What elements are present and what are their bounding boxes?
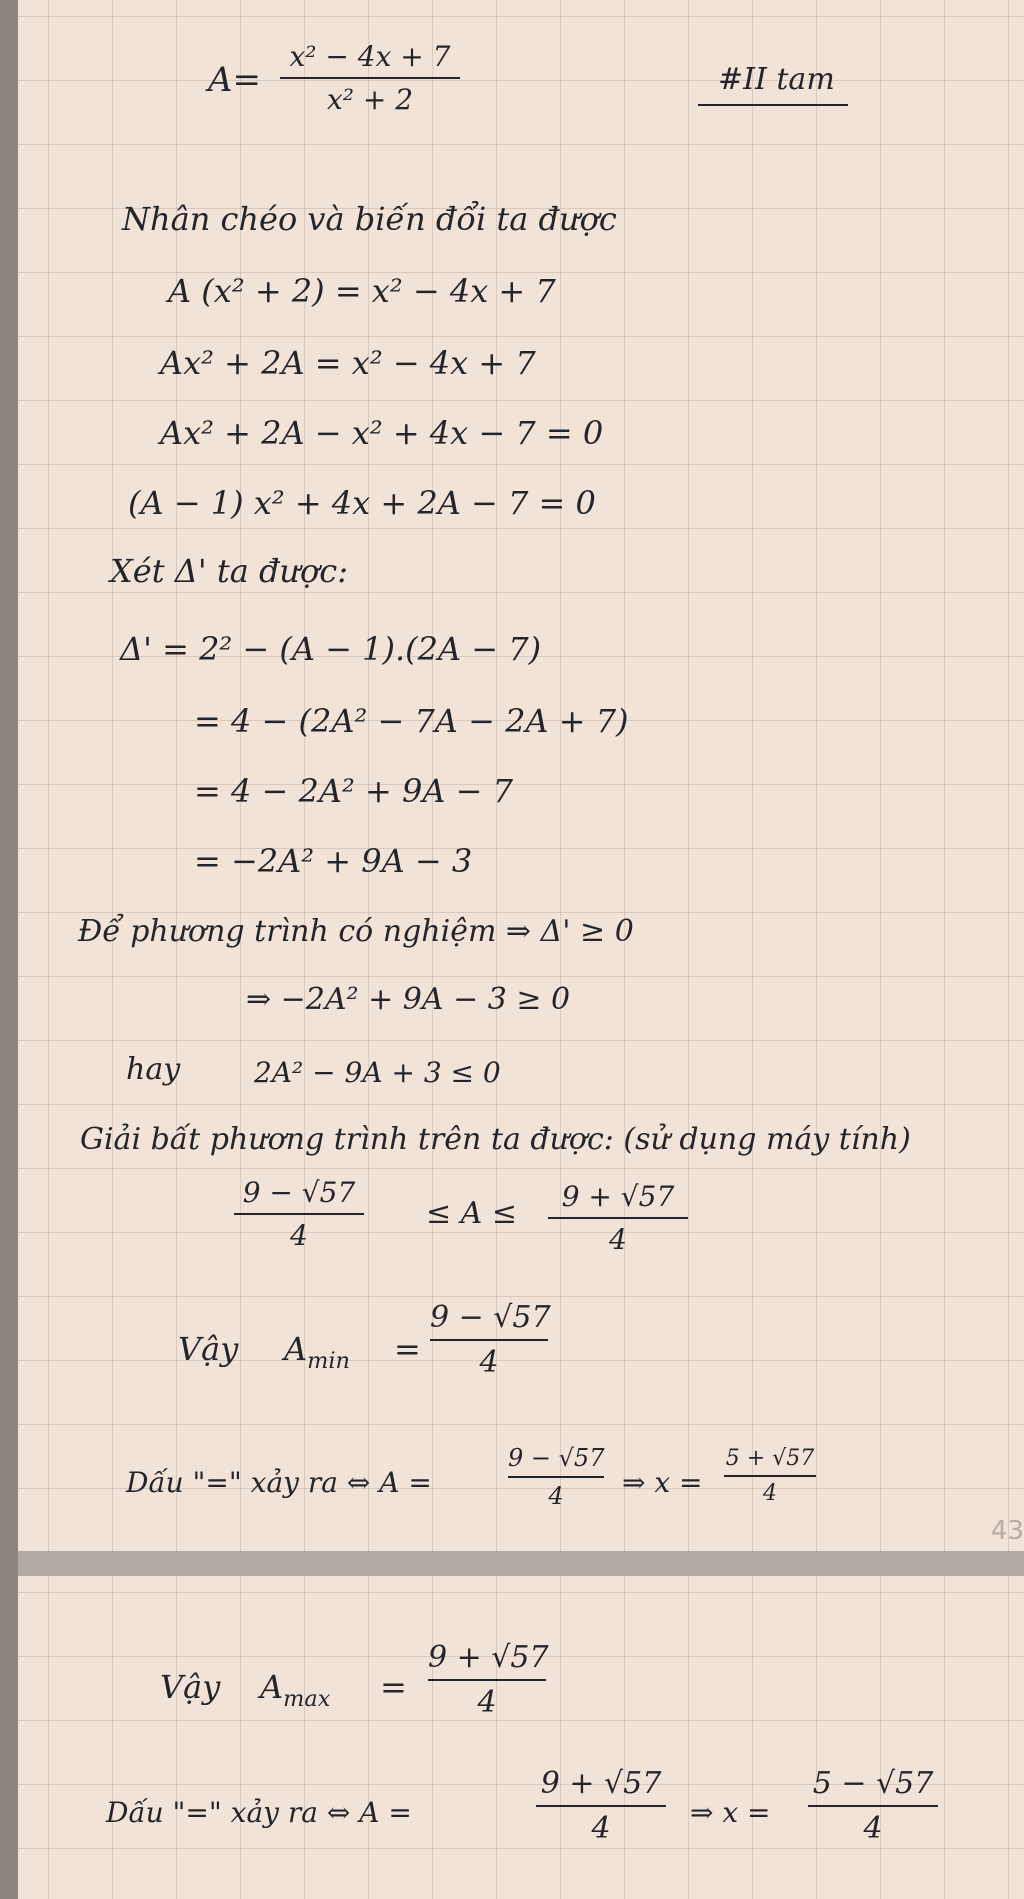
title-underline [698, 104, 848, 106]
amin-letter: A [284, 1330, 308, 1368]
amax-subscript: max [283, 1685, 331, 1712]
delta-line-4: = −2A² + 9A − 3 [194, 842, 473, 880]
fraction-bar [280, 77, 460, 79]
equation-1: A (x² + 2) = x² − 4x + 7 [168, 272, 556, 310]
equality-a-fraction [508, 1444, 604, 1510]
amax-fraction [428, 1640, 549, 1720]
equality-a-numerator: 9 + √57 [540, 1766, 662, 1801]
notebook-page-1 [18, 0, 1024, 1551]
delta-line-1: Δ' = 2² − (A − 1).(2A − 7) [120, 630, 542, 668]
vay-word: Vậy [178, 1330, 239, 1368]
amin-label [284, 1330, 350, 1374]
amax-letter: A [260, 1668, 284, 1706]
equality-a-denominator: 4 [591, 1811, 611, 1846]
ineq-right-fraction [548, 1180, 688, 1256]
ineq-middle: ≤ A ≤ [426, 1196, 518, 1231]
solve-line: Giải bất phương trình trên ta được: (sử dụng máy tính) [80, 1122, 911, 1157]
fraction-bar [234, 1213, 364, 1215]
equation-3: Ax² + 2A − x² + 4x − 7 = 0 [160, 414, 604, 452]
vay-word: Vậy [160, 1668, 221, 1706]
ineq-right-numerator: 9 + √57 [561, 1180, 675, 1213]
intro-line: Nhân chéo và biến đổi ta được [122, 200, 617, 238]
amax-numerator: 9 + √57 [428, 1640, 549, 1675]
fraction-bar [724, 1475, 816, 1477]
ineq-left-fraction [234, 1176, 364, 1252]
amin-equals: = [394, 1330, 421, 1368]
fraction-bar [536, 1805, 666, 1807]
equality-a-fraction [536, 1766, 666, 1846]
amin-fraction [430, 1300, 551, 1380]
amin-numerator: 9 − √57 [430, 1300, 551, 1335]
delta-line-2: = 4 − (2A² − 7A − 2A + 7) [194, 702, 629, 740]
hay-word: hay [126, 1052, 181, 1087]
equality-x-numerator: 5 − √57 [812, 1766, 934, 1801]
fraction-bar [428, 1679, 546, 1681]
amin-denominator: 4 [479, 1345, 499, 1380]
notebook-page-2 [18, 1576, 1024, 1899]
condition-line-2: ⇒ −2A² + 9A − 3 ≥ 0 [246, 982, 571, 1017]
amax-denominator: 4 [477, 1685, 497, 1720]
fraction-bar [430, 1339, 548, 1341]
fraction-bar [548, 1217, 688, 1219]
equality-x-fraction [808, 1766, 938, 1846]
hay-expression: 2A² − 9A + 3 ≤ 0 [254, 1056, 501, 1089]
equality-condition-text: Dấu "=" xảy ra ⇔ A = [106, 1796, 412, 1829]
ineq-left-numerator: 9 − √57 [242, 1176, 356, 1209]
equality-x-denominator: 4 [763, 1481, 777, 1506]
condition-line: Để phương trình có nghiệm ⇒ Δ' ≥ 0 [78, 914, 634, 949]
equality-x-denominator: 4 [863, 1811, 883, 1846]
amax-label [260, 1668, 330, 1712]
page-number: 43 [990, 1516, 1024, 1546]
formula-numerator: x² − 4x + 7 [289, 40, 451, 73]
formula-fraction [280, 40, 460, 116]
amin-subscript: min [307, 1347, 350, 1374]
amax-equals: = [380, 1668, 407, 1706]
equality-then-x: ⇒ x = [622, 1466, 703, 1499]
delta-intro: Xét Δ' ta được: [110, 552, 348, 590]
equality-x-numerator: 5 + √57 [725, 1446, 815, 1471]
equation-4: (A − 1) x² + 4x + 2A − 7 = 0 [128, 484, 596, 522]
equality-then-x: ⇒ x = [690, 1796, 771, 1829]
equality-condition-text: Dấu "=" xảy ra ⇔ A = [126, 1466, 432, 1499]
fraction-bar [508, 1476, 604, 1478]
ineq-left-denominator: 4 [290, 1219, 308, 1252]
fraction-bar [808, 1805, 938, 1807]
equality-x-fraction [724, 1446, 816, 1506]
page-title: #II tam [718, 62, 835, 97]
ineq-right-denominator: 4 [609, 1223, 627, 1256]
formula-lhs: A= [208, 60, 262, 100]
equality-a-numerator: 9 − √57 [508, 1444, 605, 1472]
formula-denominator: x² + 2 [326, 83, 414, 116]
equality-a-denominator: 4 [548, 1482, 564, 1510]
equation-2: Ax² + 2A = x² − 4x + 7 [160, 344, 536, 382]
delta-line-3: = 4 − 2A² + 9A − 7 [194, 772, 513, 810]
page-separator [18, 1551, 1024, 1576]
